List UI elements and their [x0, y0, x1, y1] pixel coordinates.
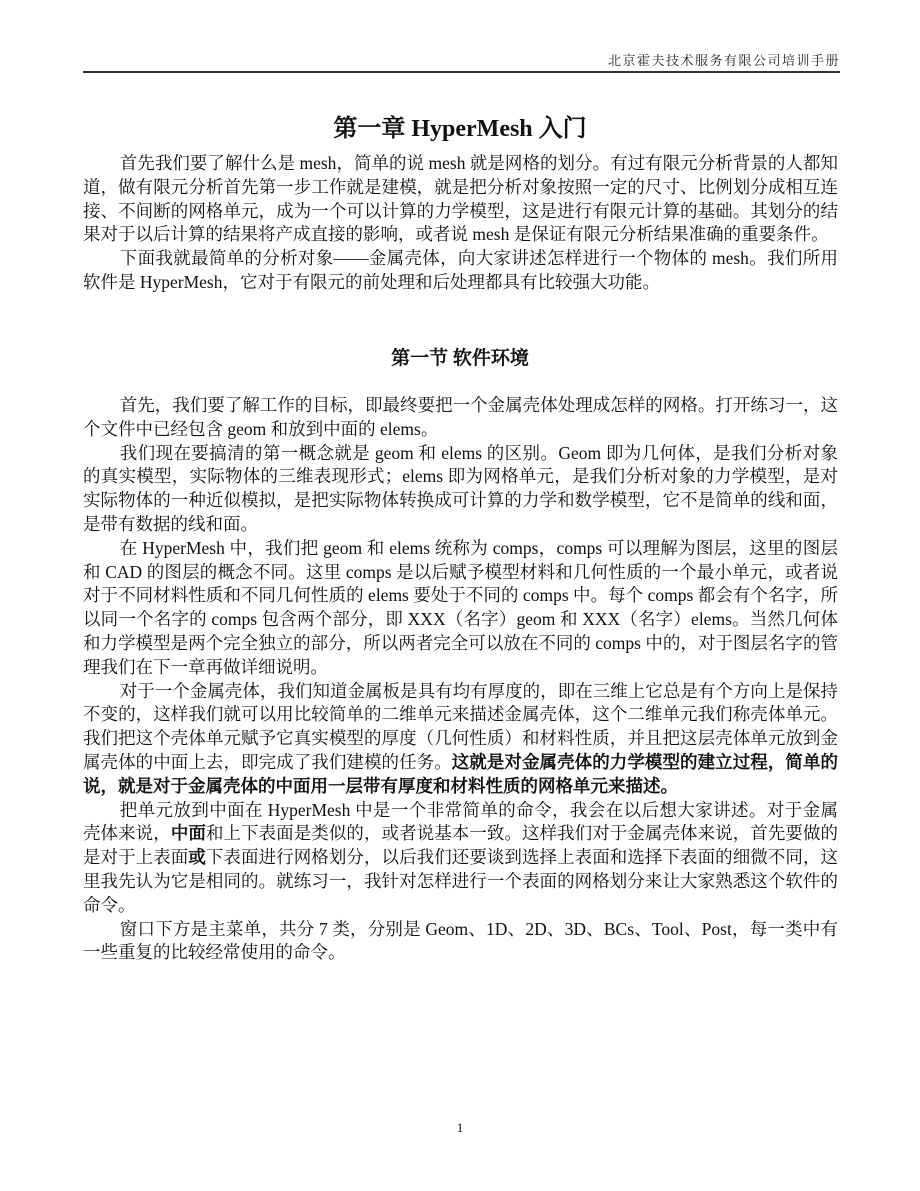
text-run: 下表面进行网格划分，以后我们还要谈到选择上表面和选择下表面的细微不同，这里我先认为它是相同的。就练习一，我针对怎样进行一个表面的网格划分来让大家熟悉这个软件的命令。 — [83, 847, 839, 915]
paragraph — [83, 442, 838, 537]
paragraph — [83, 799, 838, 918]
text-run: 和上下表面是类似的，或者说基本一致。这样我们对于金属壳体来说，首先要做的是对于上表面 — [83, 823, 839, 868]
bold-text: 这就是对金属壳体的力学模型的建立过程，简单的说，就是对于金属壳体的中面用一层带有厚度和材料性质的网格单元来描述。 — [83, 751, 838, 796]
text-run: 在 HyperMesh 中，我们把 geom 和 elems 统称为 comps，comps 可以理解为图层，这里的图层和 CAD 的图层的概念不同。这里 comps 是以后赋予模型材料和几何性质的一个最小单元，或者说对于不同材料性质和不同几何性质的 elems 要处于不同的 comps 中。每个 comps 都会有个名字，所以同一个名字的 comps 包含两个部分，即 XXX（名字）geom 和 XXX（名字）elems。当然几何体和力学模型是两个完全独立的部分，所以两者完全可以放在不同的 comps 中的，对于图层名字的管理我们在下一章再做详细说明。 — [83, 537, 838, 677]
page-number: 1 — [456, 1120, 464, 1135]
paragraph — [83, 247, 838, 295]
text-run: 首先，我们要了解工作的目标，即最终要把一个金属壳体处理成怎样的网格。打开练习一，这个文件中已经包含 geom 和放到中面的 elems。 — [83, 395, 838, 439]
running-header: 北京霍夫技术服务有限公司培训手册 — [607, 53, 840, 68]
section-title: 第一节 软件环境 — [391, 348, 529, 369]
text-run: 首先我们要了解什么是 mesh，简单的说 mesh 就是网格的划分。有过有限元分析背景的人都知道，做有限元分析首先第一步工作就是建模，就是把分析对象按照一定的尺寸、比例划分成相互连接、不间断的网格单元，成为一个可以计算的力学模型，这是进行有限元计算的基础。其划分的结果对于以后计算的结果将产成直接的影响，或者说 mesh 是保证有限元分析结果准确的重要条件。 — [83, 153, 838, 245]
paragraph — [83, 918, 838, 966]
text-run: 窗口下方是主菜单，共分 7 类，分别是 Geom、1D、2D、3D、BCs、Tool、Post，每一类中有一些重复的比较经常使用的命令。 — [83, 918, 838, 963]
intro-body — [83, 152, 838, 295]
paragraph — [83, 537, 838, 680]
header-rule — [83, 71, 840, 73]
section-body — [83, 394, 838, 965]
text-run: 对于一个金属壳体，我们知道金属板是具有均有厚度的，即在三维上它总是有个方向上是保持不变的，这样我们就可以用比较简单的二维单元来描述金属壳体，这个二维单元我们称壳体单元。我们把这个壳体单元赋予它真实模型的厚度（几何性质）和材料性质，并且把这层壳体单元放到金属壳体的中面上去，即完成了我们建模的任务。 — [83, 680, 838, 772]
chapter-title: 第一章 HyperMesh 入门 — [333, 116, 587, 142]
text-run: 把单元放到中面在 HyperMesh 中是一个非常简单的命令，我会在以后想大家讲述。对于金属壳体来说， — [83, 799, 838, 844]
bold-text: 中面 — [170, 823, 206, 844]
text-run: 我们现在要搞清的第一概念就是 geom 和 elems 的区别。Geom 即为几何体，是我们分析对象的真实模型，实际物体的三维表现形式；elems 即为网格单元，是我们分析对象的力学模型，是对实际物体的一种近似模拟，是把实际物体转换成可计算的力学和数学模型，它不是简单的线和面，是带有数据的线和面。 — [83, 442, 838, 534]
paragraph — [83, 152, 838, 247]
paragraph — [83, 394, 838, 442]
text-run: 下面我就最简单的分析对象——金属壳体，向大家讲述怎样进行一个物体的 mesh。我们所用软件是 HyperMesh，它对于有限元的前处理和后处理都具有比较强大功能。 — [83, 248, 838, 292]
bold-text: 或 — [188, 847, 206, 868]
paragraph — [83, 680, 838, 799]
